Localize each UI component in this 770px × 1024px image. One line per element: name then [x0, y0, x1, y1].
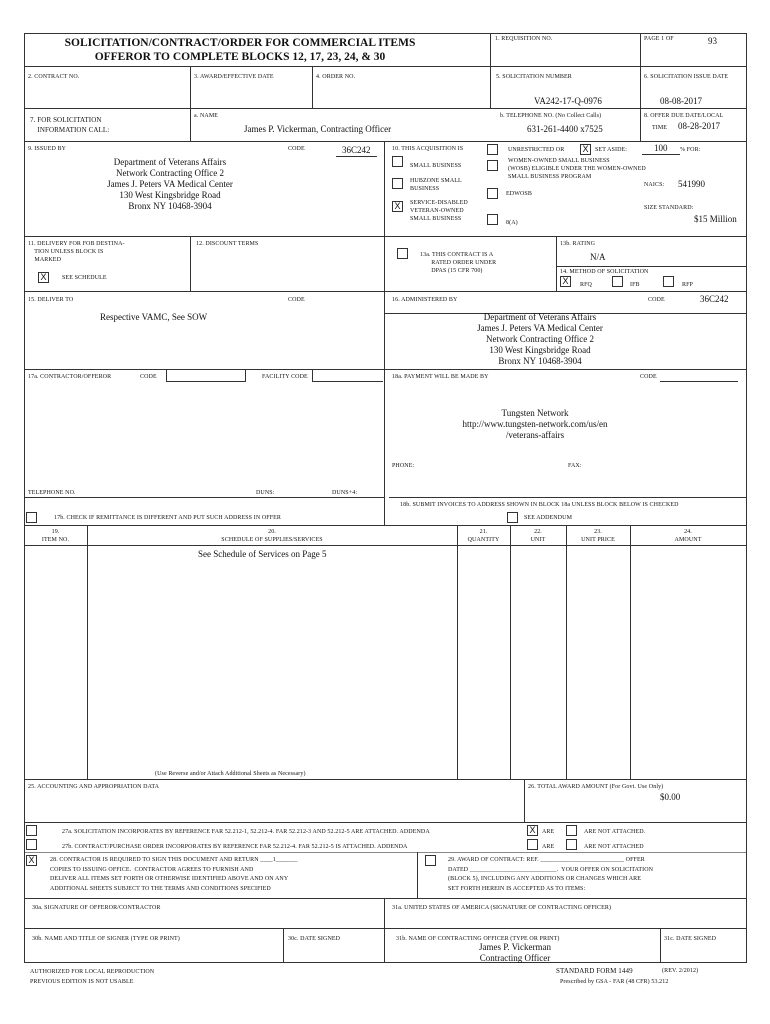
total-award-label: 26. TOTAL AWARD AMOUNT (For Govt. Use Only) — [528, 784, 664, 790]
page-label: PAGE 1 OF — [644, 36, 674, 42]
deliver-to-label: 15. DELIVER TO — [28, 297, 74, 303]
offer-due-time-label: TIME — [652, 125, 668, 131]
27b-not-checkbox[interactable] — [566, 839, 577, 850]
signer-name-label: 30b. NAME AND TITLE OF SIGNER (TYPE OR PRINT) — [32, 936, 180, 942]
27b-label: 27b. CONTRACT/PURCHASE ORDER INCORPORATES BY REFERENCE FAR 52.212-4. FAR 52.212-5 IS ATTACHED. ADDENDA — [62, 844, 408, 850]
duns4-label: DUNS+4: — [332, 490, 358, 496]
reverse-note: (Use Reverse and/or Attach Additional Sheets as Necessary) — [155, 771, 306, 777]
form-title-line2: OFFEROR TO COMPLETE BLOCKS 12, 17, 23, 24, & 30 — [94, 51, 386, 63]
us-signature-label: 31a. UNITED STATES OF AMERICA (SIGNATURE OF CONTRACTING OFFICER) — [392, 905, 612, 911]
administered-by-code: 36C242 — [700, 294, 729, 304]
deliver-to-code-label: CODE — [288, 297, 305, 303]
issued-by-code: 36C242 — [336, 145, 377, 157]
col-schedule: 20. SCHEDULE OF SUPPLIES/SERVICES — [221, 529, 323, 543]
form-revision: (REV. 2/2012) — [662, 968, 699, 974]
see-addendum-label: SEE ADDENDUM — [524, 515, 573, 521]
col-unit-price: 23. UNIT PRICE — [581, 529, 615, 543]
unrestricted-label: UNRESTRICTED OR — [508, 147, 565, 153]
ifb-checkbox[interactable] — [612, 276, 623, 287]
fax-label: FAX: — [568, 463, 582, 469]
method-label: 14. METHOD OF SOLICITATION — [560, 269, 649, 275]
ifb-label: IFB — [630, 282, 640, 288]
award-date-label: 3. AWARD/EFFECTIVE DATE — [194, 74, 274, 80]
rating-value: N/A — [590, 252, 606, 262]
wosb-checkbox[interactable] — [487, 160, 498, 171]
eight-a-checkbox[interactable] — [487, 214, 498, 225]
hubzone-checkbox[interactable] — [392, 178, 403, 189]
acquisition-label: 10. THIS ACQUISITION IS — [392, 146, 464, 152]
officer-name: James P. Vickerman Contracting Officer — [478, 942, 552, 963]
administered-by-label: 16. ADMINISTERED BY — [392, 297, 458, 303]
submit-invoices-label: 18b. SUBMIT INVOICES TO ADDRESS SHOWN IN BLOCK 18a UNLESS BLOCK BELOW IS CHECKED — [400, 502, 679, 508]
27a-not-checkbox[interactable] — [566, 825, 577, 836]
see-schedule-label: SEE SCHEDULE — [62, 275, 107, 281]
27a-are-checkbox[interactable]: X — [527, 825, 538, 836]
phone-label: PHONE: — [392, 463, 415, 469]
issue-date: 08-08-2017 — [660, 96, 702, 106]
contractor-label: 17a. CONTRACTOR/OFFEROR — [28, 374, 112, 380]
27a-label: 27a. SOLICITATION INCORPORATES BY REFERENCE FAR 52.212-1, 52.212-4. FAR 52.212-3 AND 52.212-5 ARE ATTACHED. ADDENDA — [62, 829, 430, 835]
29-checkbox[interactable] — [425, 855, 436, 866]
name-label: a. NAME — [194, 113, 219, 119]
discount-terms-label: 12. DISCOUNT TERMS — [196, 241, 259, 247]
unrestricted-checkbox[interactable] — [487, 144, 498, 155]
total-award-value: $0.00 — [660, 792, 681, 802]
offeror-signature-label: 30a. SIGNATURE OF OFFEROR/CONTRACTOR — [32, 905, 161, 911]
form-title-line1: SOLICITATION/CONTRACT/ORDER FOR COMMERCIAL ITEMS — [64, 37, 416, 49]
rated-order-checkbox[interactable] — [397, 248, 408, 259]
rfq-checkbox[interactable]: X — [560, 276, 571, 287]
telephone-no-label: TELEPHONE NO. — [28, 490, 76, 496]
offer-due-label: 8. OFFER DUE DATE/LOCAL — [644, 113, 724, 119]
29-text: 29. AWARD OF CONTRACT: REF. ___________________________ OFFER DATED ____________________________. YOUR OFFER ON SOLICITATION (BLOCK 5), INCLUDING ANY ADDITIONS OR CHANGES WHICH ARE SET FORTH HEREIN IS ACCEPTED AS TO ITEMS: — [448, 857, 654, 892]
col-amount: 24. AMOUNT — [674, 529, 702, 543]
offeror-date-signed-label: 30c. DATE SIGNED — [288, 936, 341, 942]
offer-due-date: 08-28-2017 — [678, 121, 720, 131]
officer-name-label: 31b. NAME OF CONTRACTING OFFICER (TYPE OR PRINT) — [396, 936, 560, 942]
sdvosb-checkbox[interactable]: X — [392, 201, 403, 212]
col-unit: 22. UNIT — [530, 529, 546, 543]
see-schedule-checkbox[interactable]: X — [38, 272, 49, 283]
fob-label: 11. DELIVERY FOR FOB DESTINA- TION UNLESS BLOCK IS MARKED — [28, 241, 125, 263]
issued-by-code-label: CODE — [288, 146, 305, 152]
contract-no-label: 2. CONTRACT NO. — [28, 74, 80, 80]
schedule-text: See Schedule of Services on Page 5 — [198, 549, 327, 559]
27b-are-label: ARE — [542, 844, 555, 850]
issue-date-label: 6. SOLICITATION ISSUE DATE — [644, 74, 729, 80]
hubzone-label: HUBZONE SMALL BUSINESS — [410, 178, 462, 192]
telephone-label: b. TELEPHONE NO. (No Collect Calls) — [500, 113, 602, 119]
27b-checkbox[interactable] — [26, 839, 37, 850]
naics-label: NAICS: — [644, 182, 665, 188]
deliver-to-value: Respective VAMC, See SOW — [100, 312, 208, 322]
set-aside-checkbox[interactable]: X — [580, 144, 591, 155]
contractor-code-label: CODE — [140, 374, 157, 380]
small-business-label: SMALL BUSINESS — [410, 163, 462, 169]
27b-not-label: ARE NOT ATTACHED — [584, 844, 644, 850]
set-aside-for-label: % FOR: — [680, 147, 701, 153]
remittance-checkbox[interactable] — [26, 512, 37, 523]
administered-by-address: Department of Veterans Affairs James J. Peters VA Medical Center Network Contracting Office 2 130 West Kingsbridge Road Bronx NY 10468-3904 — [477, 312, 603, 366]
page-count: 93 — [708, 36, 717, 46]
solicitation-number-label: 5. SOLICITATION NUMBER — [496, 74, 572, 80]
27b-are-checkbox[interactable] — [527, 839, 538, 850]
28-checkbox[interactable]: X — [26, 855, 37, 866]
rfq-label: RFQ — [580, 282, 592, 288]
sdvosb-label: SERVICE-DISABLED VETERAN-OWNED SMALL BUSINESS — [410, 200, 468, 222]
rfp-label: RFP — [682, 282, 693, 288]
order-no-label: 4. ORDER NO. — [316, 74, 356, 80]
see-addendum-checkbox[interactable] — [507, 512, 518, 523]
remittance-label: 17b. CHECK IF REMITTANCE IS DIFFERENT AND PUT SUCH ADDRESS IN OFFER — [54, 515, 282, 521]
administered-by-code-label: CODE — [648, 297, 665, 303]
eight-a-label: 8(A) — [506, 220, 518, 226]
size-standard-label: SIZE STANDARD: — [644, 205, 694, 211]
facility-code-label: FACILITY CODE — [262, 374, 308, 380]
duns-label: DUNS: — [256, 490, 275, 496]
contact-name: James P. Vickerman, Contracting Officer — [244, 124, 392, 134]
requisition-label: 1. REQUISITION NO. — [495, 36, 553, 42]
27a-not-label: ARE NOT ATTACHED. — [584, 829, 646, 835]
prescribed-by: Prescribed by GSA - FAR (48 CFR) 53.212 — [560, 979, 669, 985]
facility-code-field[interactable] — [312, 369, 383, 382]
payment-code-label: CODE — [640, 374, 657, 380]
col-item-no: 19. ITEM NO. — [41, 529, 70, 543]
rating-label: 13b. RATING — [560, 241, 596, 247]
edwosb-checkbox[interactable] — [487, 188, 498, 199]
footer-left: AUTHORIZED FOR LOCAL REPRODUCTION PREVIOUS EDITION IS NOT USABLE — [30, 969, 155, 985]
info-call-label: 7. FOR SOLICITATION INFORMATION CALL: — [30, 116, 110, 134]
rfp-checkbox[interactable] — [663, 276, 674, 287]
small-business-checkbox[interactable] — [392, 156, 403, 167]
issued-by-address: Department of Veterans Affairs Network Contracting Office 2 James J. Peters VA Medical Center 130 West Kingsbridge Road Bronx NY 10468-3904 — [107, 157, 233, 211]
set-aside-label: SET ASIDE: — [595, 147, 628, 153]
size-standard-value: $15 Million — [694, 214, 737, 224]
solicitation-number: VA242-17-Q-0976 — [534, 96, 602, 106]
wosb-label: WOMEN-OWNED SMALL BUSINESS (WOSB) ELIGIBLE UNDER THE WOMEN-OWNED SMALL BUSINESS PROGRAM — [508, 158, 646, 180]
form-number: STANDARD FORM 1449 — [556, 967, 633, 975]
28-text: 28. CONTRACTOR IS REQUIRED TO SIGN THIS DOCUMENT AND RETURN ____1_______ COPIES TO ISSUING OFFICE. CONTRACTOR AGREES TO FURNISH AND DELIVER ALL ITEMS SET FORTH OR OTHERWISE IDENTIFIED ABOVE AND ON ANY ADDITIONAL SHEETS SUBJECT TO THE TERMS AND CONDITIONS SPECIFIED — [50, 857, 298, 892]
issued-by-label: 9. ISSUED BY — [28, 146, 67, 152]
set-aside-percent: 100 — [642, 143, 680, 155]
payment-address: Tungsten Network http://www.tungsten-network.com/us/en /veterans-affairs — [462, 408, 608, 440]
payment-label: 18a. PAYMENT WILL BE MADE BY — [392, 374, 489, 380]
rated-order-label: 13a. THIS CONTRACT IS A RATED ORDER UNDER DPAS (15 CFR 700) — [420, 252, 497, 274]
telephone-number: 631-261-4400 x7525 — [527, 124, 603, 134]
accounting-label: 25. ACCOUNTING AND APPROPRIATION DATA — [28, 784, 160, 790]
col-quantity: 21. QUANTITY — [467, 529, 500, 543]
contractor-code-field[interactable] — [166, 369, 246, 382]
27a-are-label: ARE — [542, 829, 555, 835]
officer-date-signed-label: 31c. DATE SIGNED — [664, 936, 717, 942]
payment-code-field[interactable] — [660, 369, 738, 382]
edwosb-label: EDWOSB — [506, 191, 532, 197]
27a-checkbox[interactable] — [26, 825, 37, 836]
naics-code: 541990 — [678, 179, 705, 189]
